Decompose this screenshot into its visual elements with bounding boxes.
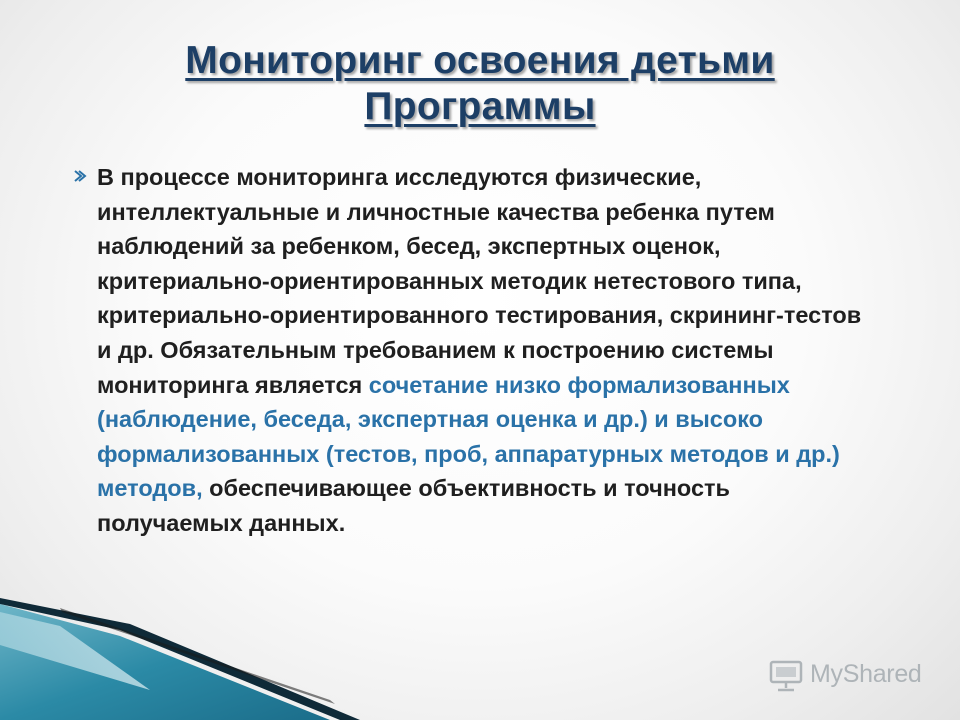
slide-title: [0, 38, 960, 130]
title-line-2: Программы: [364, 85, 596, 128]
watermark-logo: [768, 656, 938, 696]
watermark-text: MyShared: [810, 660, 922, 688]
title-line-1: Мониторинг освоения детьми: [185, 39, 775, 82]
arrow-bullet-icon: [72, 168, 88, 184]
teal-wedge: [0, 604, 330, 720]
projector-screen-icon: [768, 658, 804, 694]
paragraph-text-end: обеспечивающее объективность и точность получаемых данных.: [97, 475, 730, 536]
paragraph-text: В процессе мониторинга исследуются физические, интеллектуальные и личностные качества ребенка путем наблюдений за ребенком, бесед, экспертных оценок, критериально-ориентированных методик нетестового типа, критериально-ориентированного тестирования, скрининг-тестов и др. Обязательным требованием к построению системы мониторинга является: [97, 164, 862, 398]
bullet-paragraph: [97, 160, 872, 541]
paragraph-highlight: сочетание низко формализованных (наблюдение, беседа, экспертная оценка и др.) и высоко формализованных (тестов, проб, аппаратурных методов и др.) методов,: [97, 371, 840, 502]
